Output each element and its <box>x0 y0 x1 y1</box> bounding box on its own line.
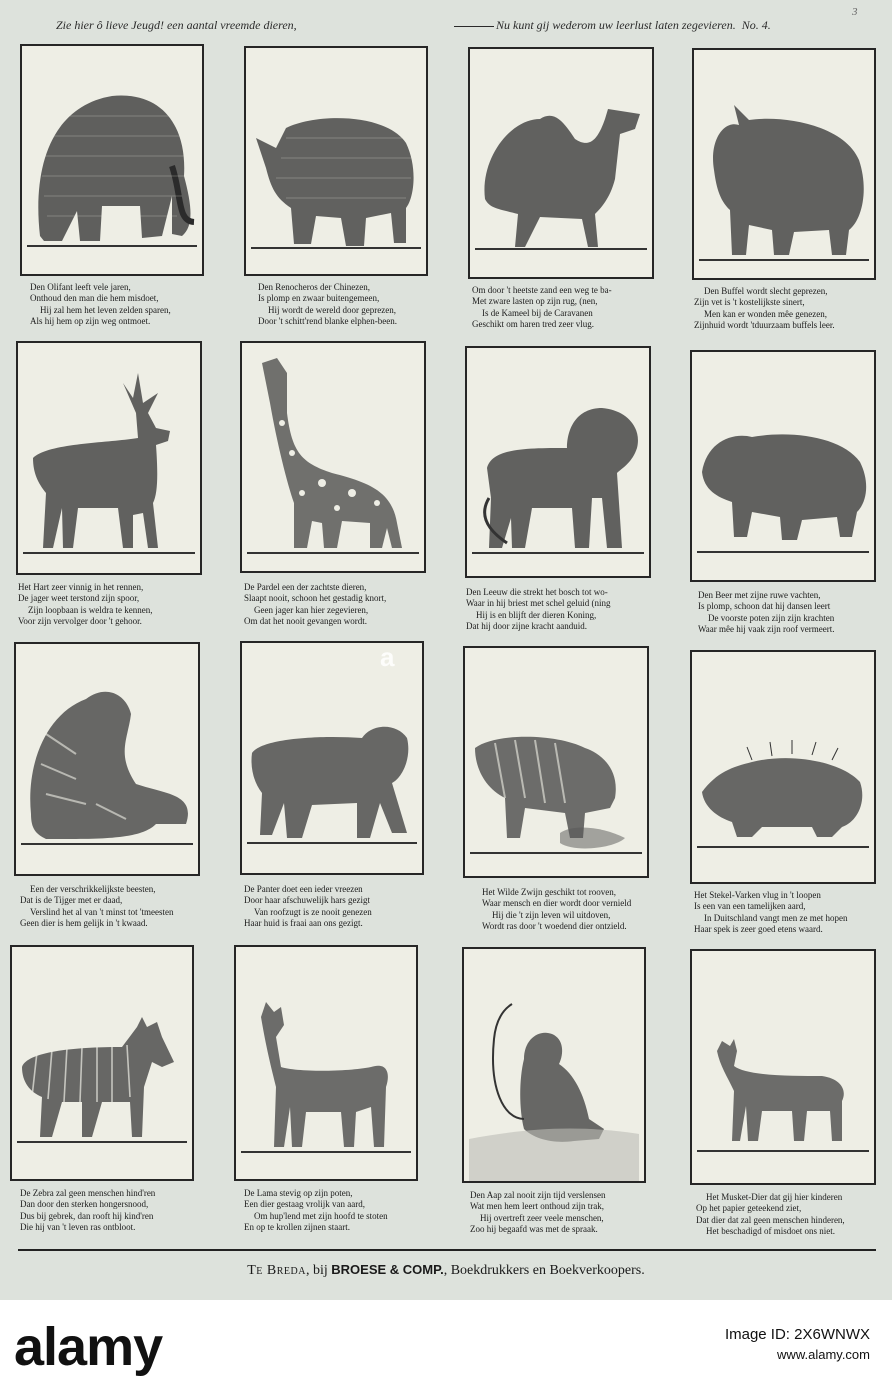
watermark-mark: a <box>380 642 395 672</box>
woodcut-panter <box>240 641 424 875</box>
alamy-logo: alamy <box>14 1317 163 1377</box>
caption-olifant: Den Olifant leeft vele jaren, Onthoud den man die hem misdoet, Hij zal hem het leven zelden sparen, Als hij hem op zijn weg ontmoet. <box>30 282 171 327</box>
woodcut-renocheros <box>244 46 428 276</box>
rhinoceros-woodcut-icon <box>246 48 426 274</box>
caption-aap: Den Aap zal nooit zijn tijd verslensen Wat men hem leert onthoud zijn trak, Hij overtreft zeer veele menschen, Zoo hij begaafd was met de spraak. <box>470 1190 606 1235</box>
caption-stekel-varken: Het Stekel-Varken vlug in 't loopen Is een van een tamelijken aard, In Duitschland vangt men ze met hopen Haar spek is zeer goed etens waard. <box>694 890 848 935</box>
panther-woodcut-icon <box>242 643 422 873</box>
woodcut-olifant <box>20 44 204 276</box>
woodcut-musket-dier <box>690 949 876 1185</box>
buffalo-woodcut-icon <box>694 50 874 278</box>
stag-woodcut-icon <box>18 343 200 573</box>
woodcut-kameel <box>468 47 654 279</box>
imprint-place: Te Breda <box>247 1263 306 1278</box>
woodcut-pardel <box>240 341 426 573</box>
sheet-number: No. 4. <box>741 18 771 32</box>
caption-panter: De Panter doet een ieder vreezen Door haar afschuwelijk hars gezigt Van roofzugt is ze nooit genezen Haar huid is fraai aan ons gezigt. <box>244 884 372 929</box>
imprint-trade: , Boekdrukkers en Boekverkoopers. <box>443 1263 645 1278</box>
giraffe-woodcut-icon <box>242 343 424 571</box>
image-id: Image ID: 2X6WNWX <box>724 1326 870 1343</box>
monkey-woodcut-icon <box>464 949 644 1181</box>
zebra-woodcut-icon <box>12 947 192 1179</box>
caption-wilde-zwijn: Het Wilde Zwijn geschikt tot rooven, Waar mensch en dier wordt door vernield Hij die 't zijn leven wil uitdoven, Wordt ras door 't woedend dier ontzield. <box>482 887 632 932</box>
caption-kameel: Om door 't heetste zand een weg te ba- Met zware lasten op zijn rug, (nen, Is de Kameel bij de Caravanen Geschikt om haren tred zeer vlug. <box>472 285 612 330</box>
caption-leeuw: Den Leeuw die strekt het bosch tot wo- Waar in hij briest met schel geluid (ning Hij is en blijft der dieren Koning, Dat hij door zijne kracht aanduid. <box>466 587 611 632</box>
caption-hart: Het Hart zeer vinnig in het rennen, De jager weet terstond zijn spoor, Zijn loopbaan is weldra te kennen, Voor zijn vervolger door 't gehoor. <box>18 582 153 627</box>
llama-woodcut-icon <box>236 947 416 1179</box>
sheet-header <box>56 6 876 40</box>
elephant-woodcut-icon <box>22 46 202 274</box>
tiger-woodcut-icon <box>16 644 198 874</box>
imprint-firm: BROESE & COMP. <box>331 1262 444 1277</box>
bear-woodcut-icon <box>692 352 874 580</box>
stock-bar <box>0 1300 892 1390</box>
woodcut-hart <box>16 341 202 575</box>
stock-url: www.alamy.com <box>777 1347 870 1362</box>
musk-deer-woodcut-icon <box>692 951 874 1183</box>
camel-woodcut-icon <box>470 49 652 277</box>
header-left-text: Zie hier ô lieve Jeugd! een aantal vreemde dieren, <box>56 18 297 32</box>
caption-beer: Den Beer met zijne ruwe vachten, Is plomp, schoon dat hij dansen leert De voorste poten zijn zijn krachten Waar mêe hij vaak zijn roof vermeert. <box>698 590 835 635</box>
woodcut-wilde-zwijn <box>463 646 649 878</box>
woodcut-stekel-varken <box>690 650 876 884</box>
lion-woodcut-icon <box>467 348 649 576</box>
caption-renocheros: Den Renocheros der Chinezen, Is plomp en zwaar buitengemeen, Hij wordt de wereld door geprezen, Door 't schitt'rend blanke elphen-been. <box>258 282 397 327</box>
corner-mark: 3 <box>852 6 858 18</box>
woodcut-leeuw <box>465 346 651 578</box>
stock-info <box>725 1326 870 1362</box>
caption-tijger: Een der verschrikkelijkste beesten, Dat is de Tijger met er daad, Verslind het al van 't minst tot 'tmeesten Geen dier is hem gelijk in 't kwaad. <box>20 884 174 929</box>
caption-buffel: Den Buffel wordt slecht geprezen, Zijn vet is 't kostelijkste sinert, Men kan er wonden mêe genezen, Zijnhuid wordt 'tduurzaam buffels leer. <box>694 286 835 331</box>
woodcut-tijger <box>14 642 200 876</box>
header-right-text: Nu kunt gij wederom uw leerlust laten zegevieren. No. 4. <box>496 18 771 32</box>
caption-musket-dier: Het Musket-Dier dat gij hier kinderen Op het papier geteekend ziet, Dat dier dat zal geen menschen hinderen, Het beschadigd of misdoet ons niet. <box>696 1192 845 1237</box>
caption-lama: De Lama stevig op zijn poten, Een dier gestaag vrolijk van aard, Om hup'lend met zijn hoofd te stoten En op te krollen zijnen staart. <box>244 1188 388 1233</box>
caption-zebra: De Zebra zal geen menschen hind'ren Dan door den sterken hongersnood, Dus bij gebrek, dan rooft hij kind'ren Die hij van 't leven ras ontbloot. <box>20 1188 156 1233</box>
woodcut-lama <box>234 945 418 1181</box>
wild-boar-woodcut-icon <box>465 648 647 876</box>
woodcut-aap <box>462 947 646 1183</box>
woodcut-zebra <box>10 945 194 1181</box>
footer-rule <box>18 1249 876 1251</box>
imprint-line <box>0 1262 892 1279</box>
imprint-sep: , bij <box>305 1263 332 1278</box>
caption-pardel: De Pardel een der zachtste dieren, Slaapt nooit, schoon het gestadig knort, Geen jager kan hier zegevieren, Om dat het nooit gevangen wordt. <box>244 582 387 627</box>
porcupine-woodcut-icon <box>692 652 874 882</box>
header-dash <box>454 26 494 27</box>
woodcut-buffel <box>692 48 876 280</box>
woodcut-beer <box>690 350 876 582</box>
